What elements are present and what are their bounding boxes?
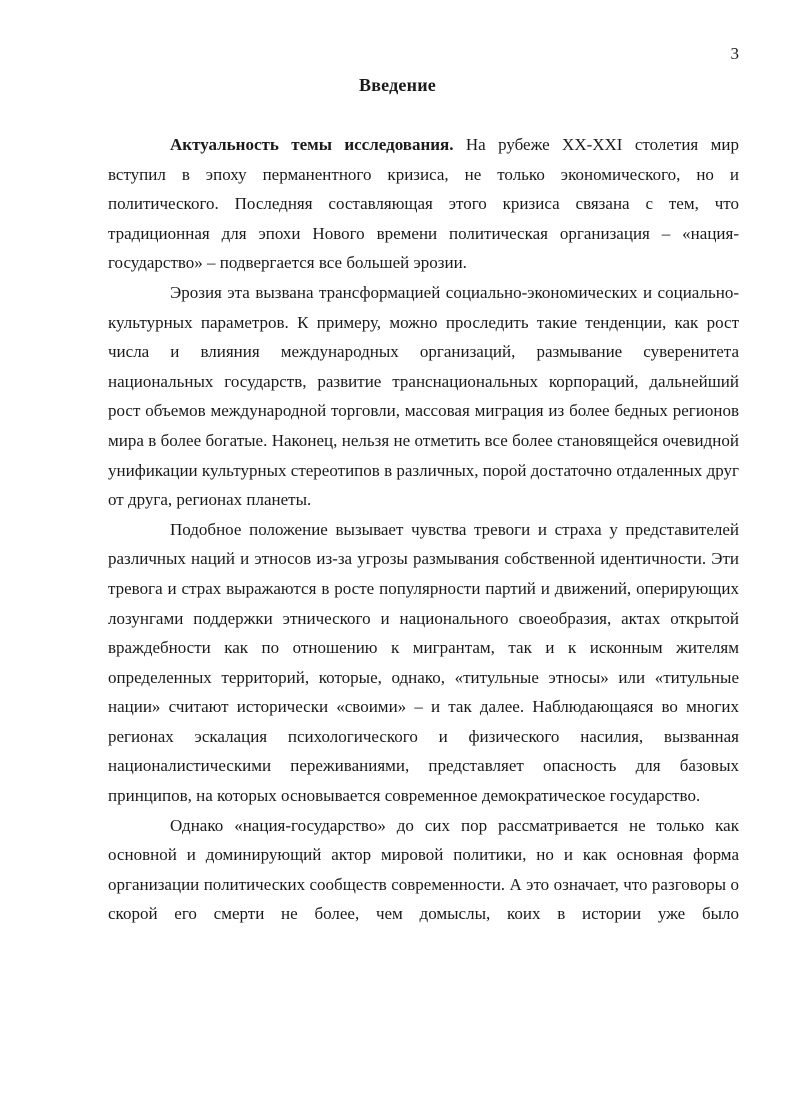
paragraph-lead: Актуальность темы исследования. xyxy=(170,135,454,154)
body-text xyxy=(108,130,739,929)
paragraph-nation-state: Однако «нация-государство» до сих пор рассматривается не только как основной и доминирующий актор мировой политики, но и как основная форма организации политических сообществ современности. А это означает, что разговоры о скорой его смерти не более, чем домыслы, коих в истории уже было xyxy=(108,815,739,924)
paragraph-relevance xyxy=(108,130,739,278)
paragraph-erosion: Эрозия эта вызвана трансформацией социально-экономических и социально-культурных параметров. К примеру, можно проследить такие тенденции, как рост числа и влияния международных организаций, размывание суверенитета национальных государств, развитие транснациональных корпораций, дальнейший рост объемов международной торговли, массовая миграция из более бедных регионов мира в более богатые. Наконец, нельзя не отметить все более становящейся очевидной унификации культурных стереотипов в различных, порой достаточно отдаленных друг от друга, регионах планеты. xyxy=(108,282,739,510)
page-number: 3 xyxy=(730,44,739,63)
page-title: Введение xyxy=(359,75,436,95)
paragraph-text: На рубеже XX-XXI столетия мир вступил в эпоху перманентного кризиса, не только экономического, но и политического. Последняя составляющая этого кризиса связана с тем, что традиционная для эпохи Нового времени политическая организация – «нация-государство» – подвергается все большей эрозии. xyxy=(108,135,739,273)
paragraph-anxiety: Подобное положение вызывает чувства тревоги и страха у представителей различных наций и этносов из-за угрозы размывания собственной идентичности. Эти тревога и страх выражаются в росте популярности партий и движений, оперирующих лозунгами поддержки этнического и национального своеобразия, актах открытой враждебности как по отношению к мигрантам, так и к исконным жителям определенных территорий, которые, однако, «титульные этносы» или «титульные нации» считают исторически «своими» – и так далее. Наблюдающаяся во многих регионах эскалация психологического и физического насилия, вызванная националистическими переживаниями, представляет опасность для базовых принципов, на которых основывается современное демократическое государство. xyxy=(108,519,739,806)
